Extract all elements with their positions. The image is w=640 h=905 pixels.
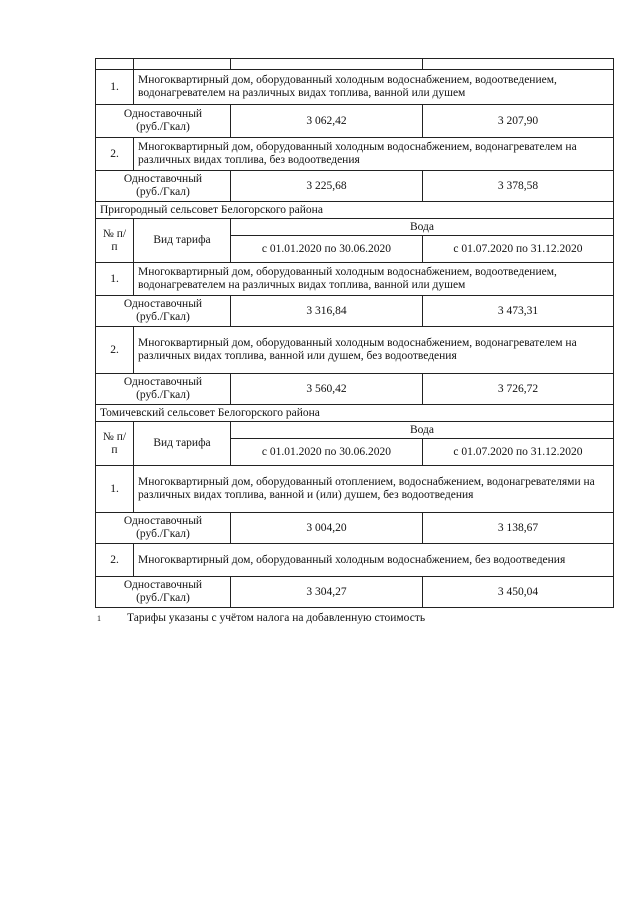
table-row: [96, 105, 614, 138]
tariff-value-period1: 3 004,20: [231, 513, 423, 544]
row-description: Многоквартирный дом, оборудованный отоплением, водоснабжением, водонагревателями на различных видах топлива, ванной и (или) душем, без водоотведения: [134, 466, 614, 513]
tariff-label-line2: (руб./Гкал): [136, 528, 190, 540]
row-number: 1.: [96, 70, 134, 105]
row-description: Многоквартирный дом, оборудованный холодным водоснабжением, без водоотведения: [134, 544, 614, 577]
table-row: [96, 544, 614, 577]
header-row: [96, 219, 614, 236]
header-period1: с 01.01.2020 по 30.06.2020: [231, 236, 423, 263]
header-period2: с 01.07.2020 по 31.12.2020: [423, 439, 614, 466]
tariff-label-line2: (руб./Гкал): [136, 311, 190, 323]
row-number: 2.: [96, 138, 134, 171]
table-row: [96, 171, 614, 202]
tariff-value-period1: 3 560,42: [231, 374, 423, 405]
tariff-value-period2: 3 726,72: [423, 374, 614, 405]
table-row: [96, 466, 614, 513]
table-row: [96, 327, 614, 374]
footnote-mark: 1: [97, 613, 101, 623]
tariff-label-line2: (руб./Гкал): [136, 186, 190, 198]
header-tariff-type: Вид тарифа: [134, 422, 231, 466]
tariff-value-period2: 3 207,90: [423, 105, 614, 138]
row-description: Многоквартирный дом, оборудованный холодным водоснабжением, водоотведением, водонагревателем на различных видах топлива, ванной или душем: [134, 70, 614, 105]
footnote-text: Тарифы указаны с учётом налога на добавленную стоимость: [127, 612, 426, 624]
header-water: Вода: [231, 219, 614, 236]
tariff-value-period1: 3 316,84: [231, 296, 423, 327]
tariff-label: [96, 513, 231, 544]
row-number: 2.: [96, 327, 134, 374]
tariff-value-period2: 3 473,31: [423, 296, 614, 327]
header-no: № п/п: [96, 219, 134, 263]
tariff-value-period2: 3 138,67: [423, 513, 614, 544]
section-title: Томичевский сельсовет Белогорского района: [96, 405, 614, 422]
table-row: [96, 513, 614, 544]
tariff-label-line1: Одноставочный: [123, 579, 203, 591]
tariff-table: [95, 58, 614, 608]
tariff-label-line1: Одноставочный: [123, 108, 203, 120]
header-period1: с 01.01.2020 по 30.06.2020: [231, 439, 423, 466]
tariff-label: [96, 105, 231, 138]
row-number: 2.: [96, 544, 134, 577]
tariff-label-line2: (руб./Гкал): [136, 389, 190, 401]
row-description: Многоквартирный дом, оборудованный холодным водоснабжением, водоотведением, водонагревателем на различных видах топлива, ванной или душем: [134, 263, 614, 296]
table-row: [96, 263, 614, 296]
header-period2: с 01.07.2020 по 31.12.2020: [423, 236, 614, 263]
table-top-row: [96, 59, 614, 70]
table-row: [96, 296, 614, 327]
tariff-label: [96, 296, 231, 327]
header-row: [96, 422, 614, 439]
tariff-value-period1: 3 062,42: [231, 105, 423, 138]
section-title-row: [96, 202, 614, 219]
tariff-value-period1: 3 225,68: [231, 171, 423, 202]
footnote: [97, 612, 425, 624]
tariff-value-period2: 3 378,58: [423, 171, 614, 202]
section-title: Пригородный сельсовет Белогорского района: [96, 202, 614, 219]
table-row: [96, 374, 614, 405]
row-description: Многоквартирный дом, оборудованный холодным водоснабжением, водонагревателем на различных видах топлива, ванной или душем, без водоотведения: [134, 327, 614, 374]
tariff-value-period1: 3 304,27: [231, 577, 423, 608]
table-row: [96, 70, 614, 105]
tariff-label: [96, 171, 231, 202]
section-title-row: [96, 405, 614, 422]
row-number: 1.: [96, 466, 134, 513]
tariff-label-line1: Одноставочный: [123, 173, 203, 185]
tariff-label-line2: (руб./Гкал): [136, 592, 190, 604]
table-row: [96, 138, 614, 171]
tariff-label-line1: Одноставочный: [123, 298, 203, 310]
tariff-label-line2: (руб./Гкал): [136, 121, 190, 133]
tariff-label: [96, 374, 231, 405]
header-water: Вода: [231, 422, 614, 439]
tariff-label-line1: Одноставочный: [123, 515, 203, 527]
tariff-value-period2: 3 450,04: [423, 577, 614, 608]
table-row: [96, 577, 614, 608]
row-description: Многоквартирный дом, оборудованный холодным водоснабжением, водонагревателем на различных видах топлива, без водоотведения: [134, 138, 614, 171]
tariff-label: [96, 577, 231, 608]
row-number: 1.: [96, 263, 134, 296]
header-no: № п/п: [96, 422, 134, 466]
tariff-label-line1: Одноставочный: [123, 376, 203, 388]
header-tariff-type: Вид тарифа: [134, 219, 231, 263]
